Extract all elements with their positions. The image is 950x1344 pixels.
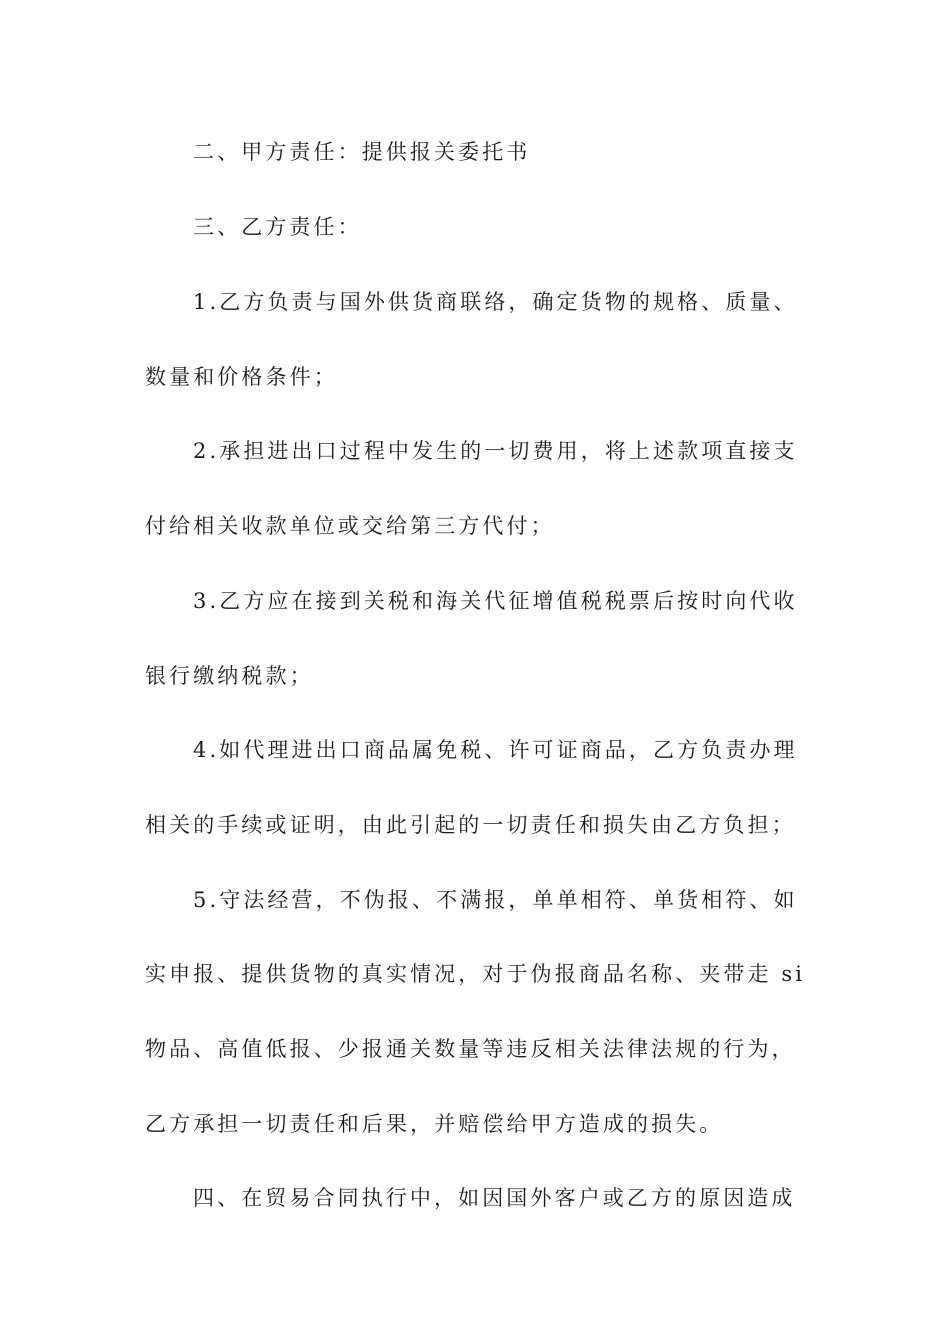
paragraph-line: 乙方承担一切责任和后果，并赔偿给甲方造成的损失。 bbox=[145, 1112, 724, 1136]
paragraph-line: 相关的手续或证明，由此引起的一切责任和损失由乙方负担； bbox=[145, 813, 796, 837]
paragraph-line: 2.承担进出口过程中发生的一切费用，将上述款项直接支 bbox=[193, 439, 798, 463]
paragraph-line: 物品、高值低报、少报通关数量等违反相关法律法规的行为， bbox=[145, 1037, 796, 1061]
paragraph-line: 1.乙方负责与国外供货商联络，确定货物的规格、质量、 bbox=[193, 290, 798, 314]
paragraph-line: 4.如代理进出口商品属免税、许可证商品，乙方负责办理 bbox=[193, 738, 798, 762]
section-heading-contract-execution: 四、在贸易合同执行中，如因国外客户或乙方的原因造成 bbox=[193, 1186, 796, 1210]
paragraph-line: 3.乙方应在接到关税和海关代征增值税税票后按时向代收 bbox=[193, 589, 798, 613]
paragraph-line: 实申报、提供货物的真实情况，对于伪报商品名称、夹带走 si bbox=[145, 962, 806, 986]
section-heading-party-b-duties: 三、乙方责任： bbox=[193, 215, 362, 239]
paragraph-line: 银行缴纳税款； bbox=[145, 664, 314, 688]
paragraph-line: 5.守法经营，不伪报、不满报，单单相符、单货相符、如 bbox=[193, 888, 798, 912]
paragraph-line: 数量和价格条件； bbox=[145, 365, 338, 389]
section-heading-party-a-duties: 二、甲方责任：提供报关委托书 bbox=[193, 140, 531, 164]
paragraph-line: 付给相关收款单位或交给第三方代付； bbox=[145, 514, 555, 538]
